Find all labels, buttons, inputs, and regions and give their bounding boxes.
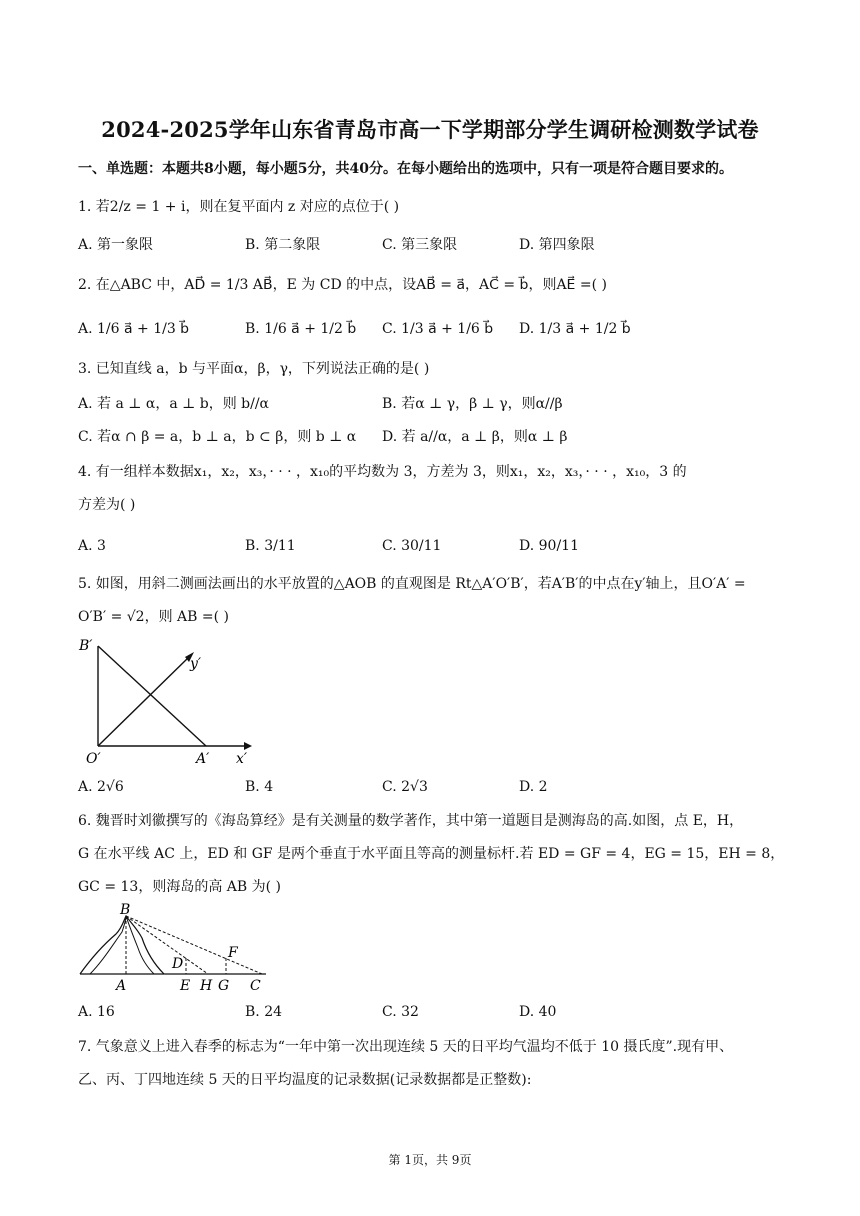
island-outline <box>80 916 164 974</box>
q4-option-a: A. 3 <box>78 538 106 554</box>
question-5-stem-line1: 5. 如图，用斜二测画法画出的水平放置的△AOB 的直观图是 Rt△A′O′B′，若A′B′的中点在y′轴上，且O′A′ = <box>78 576 746 592</box>
q3-option-c: C. 若α ∩ β = a，b ⊥ a，b ⊂ β，则 b ⊥ α <box>78 429 357 445</box>
label-h: H <box>200 978 213 994</box>
page-footer: 第 1页，共 9页 <box>388 1153 472 1167</box>
q5-option-a: A. 2√6 <box>78 779 124 795</box>
question-6-stem-line2: G 在水平线 AC 上，ED 和 GF 是两个垂直于水平面且等高的测量标杆.若 ED = GF = 4，EG = 15，EH = 8， <box>78 846 785 862</box>
q2-option-c: C. 1/3 a⃗ + 1/6 b⃗ <box>382 321 494 337</box>
q1-option-c: C. 第三象限 <box>382 237 458 253</box>
q1-option-a: A. 第一象限 <box>78 237 154 253</box>
q1-option-d: D. 第四象限 <box>519 237 595 253</box>
q4-option-b: B. 3/11 <box>245 538 296 554</box>
q6-option-a: A. 16 <box>78 1004 115 1020</box>
q3-option-a: A. 若 a ⊥ α，a ⊥ b，则 b//α <box>78 396 270 412</box>
question-2-stem: 2. 在△ABC 中，AD⃗ = 1/3 AB⃗，E 为 CD 的中点，设AB⃗ = a⃗，AC⃗ = b⃗，则AE⃗ =( ) <box>78 277 607 293</box>
label-a-prime: A′ <box>196 751 210 767</box>
label-f: F <box>228 945 238 961</box>
question-4-stem-line2: 方差为( ) <box>78 497 136 513</box>
label-a: A <box>116 978 127 994</box>
page-title: 2024-2025学年山东省青岛市高一下学期部分学生调研检测数学试卷 <box>101 117 759 142</box>
q4-option-d: D. 90/11 <box>519 538 579 554</box>
q5-option-d: D. 2 <box>519 779 548 795</box>
y-prime-axis-line <box>98 656 190 746</box>
label-y-prime: y′ <box>190 656 202 672</box>
q5-option-c: C. 2√3 <box>382 779 428 795</box>
question-6-stem-line1: 6. 魏晋时刘徽撰写的《海岛算经》是有关测量的数学著作，其中第一道题目是测海岛的高.如图，点 E，H， <box>78 813 744 829</box>
label-e: E <box>180 978 191 994</box>
q6-option-c: C. 32 <box>382 1004 419 1020</box>
sight-line-bh <box>126 916 208 974</box>
question-1-stem: 1. 若2/z = 1 + i，则在复平面内 z 对应的点位于( ) <box>78 199 400 215</box>
label-o-prime: O′ <box>86 751 101 767</box>
q1-option-b: B. 第二象限 <box>245 237 321 253</box>
question-5-stem-line2: O′B′ = √2，则 AB =( ) <box>78 609 229 625</box>
question-7-stem-line1: 7. 气象意义上进入春季的标志为“一年中第一次出现连续 5 天的日平均气温均不低于 10 摄氏度”.现有甲、 <box>78 1039 734 1055</box>
q6-option-b: B. 24 <box>245 1004 283 1020</box>
q4-option-c: C. 30/11 <box>382 538 442 554</box>
label-b-prime: B′ <box>79 638 93 654</box>
q2-option-a: A. 1/6 a⃗ + 1/3 b⃗ <box>78 321 190 337</box>
q3-option-d: D. 若 a//α，a ⊥ β，则α ⊥ β <box>382 429 568 445</box>
question-7-stem-line2: 乙、丙、丁四地连续 5 天的日平均温度的记录数据(记录数据都是正整数): <box>78 1072 532 1088</box>
label-g: G <box>218 978 230 994</box>
label-d: D <box>172 956 184 972</box>
label-b: B <box>120 902 131 918</box>
question-3-stem: 3. 已知直线 a，b 与平面α，β，γ，下列说法正确的是( ) <box>78 361 430 377</box>
q2-option-d: D. 1/3 a⃗ + 1/2 b⃗ <box>519 321 631 337</box>
section-heading: 一、单选题：本题共8小题，每小题5分，共40分。在每小题给出的选项中，只有一项是符合题目要求的。 <box>78 161 733 177</box>
q3-option-b: B. 若α ⊥ γ，β ⊥ γ，则α//β <box>382 396 563 412</box>
q5-option-b: B. 4 <box>245 779 274 795</box>
q5-oblique-figure <box>76 632 256 768</box>
question-6-stem-line3: GC = 13，则海岛的高 AB 为( ) <box>78 879 282 895</box>
q6-option-d: D. 40 <box>519 1004 557 1020</box>
question-4-stem-line1: 4. 有一组样本数据x₁，x₂，x₃，· · · ，x₁₀的平均数为 3，方差为 3，则x₁，x₂，x₃，· · · ，x₁₀，3 的 <box>78 464 687 480</box>
q2-option-b: B. 1/6 a⃗ + 1/2 b⃗ <box>245 321 357 337</box>
x-axis-arrowhead <box>244 742 252 750</box>
q6-island-figure <box>76 902 276 998</box>
label-c: C <box>250 978 261 994</box>
label-x-prime: x′ <box>236 751 248 767</box>
